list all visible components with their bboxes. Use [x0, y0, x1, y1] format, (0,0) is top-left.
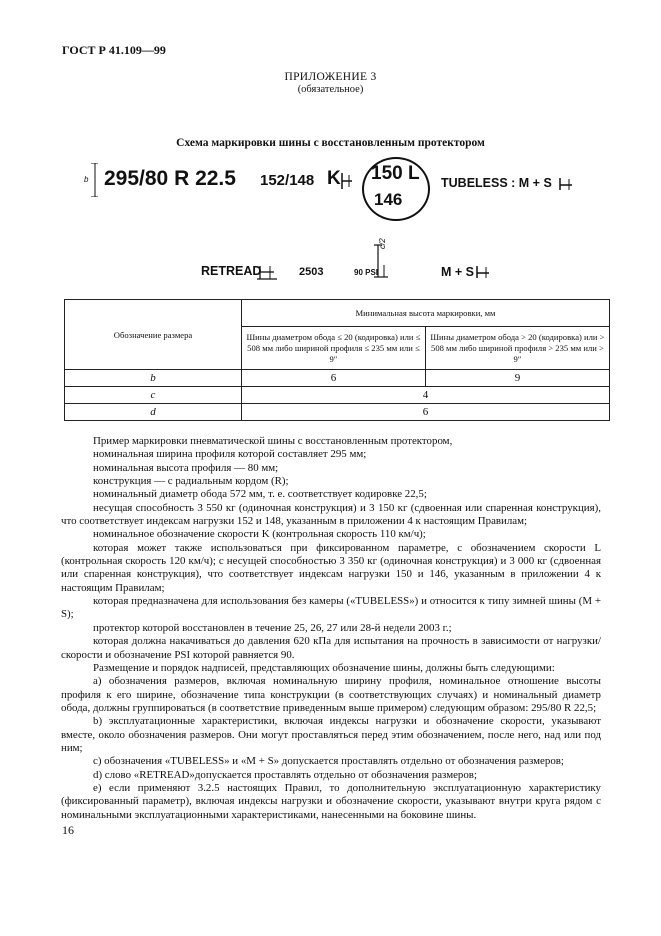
row-label: c: [65, 387, 242, 404]
paragraph: которая может также использоваться при фиксированном параметре, с обозначением скорости L (контрольная скорость 120 км/ч); с несущей способностью 3 350 кг (одиночная конструкция) и 3 000 кг (сдвоенная или спаренная конструкция), что соответствует индексам нагрузки 150 и 146, указанным в приложении 4 к настоящим Правилам;: [61, 541, 601, 594]
marking-size: 295/80 R 22.5: [104, 167, 236, 190]
marking-height-table: [64, 299, 610, 421]
paragraph: которая должна накачиваться до давления 620 кПа для испытания на прочность в зависимости от нагрузки/скорости и обозначение PSI которой равняется 90.: [61, 635, 601, 661]
document-header: ГОСТ Р 41.109—99: [62, 43, 166, 57]
marking-tubeless: TUBELESS : M + S: [441, 176, 552, 190]
row-label: b: [65, 370, 242, 387]
paragraph: e) если применяют 3.2.5 настоящих Правил, то дополнительную эксплуатационную характеристику (фиксированный параметр), включая индексы нагрузки и обозначение скорости, указывают внутри круга рядом с номинальными эксплуатационными характеристиками, нанесенными на боковине шины.: [61, 781, 601, 821]
dimension-arrow-icon: [90, 163, 98, 197]
row-value: 4: [242, 387, 610, 404]
paragraph: протектор которой восстановлен в течение 25, 26, 27 или 28-й недели 2003 г.;: [93, 621, 452, 634]
circle-load-index: 146: [374, 190, 403, 209]
row-value: 9: [425, 370, 609, 387]
table-row: [65, 404, 610, 421]
body-text: [61, 435, 601, 822]
psi-dimension-icon: [374, 243, 390, 286]
marking-load-index: 152/148: [260, 172, 315, 189]
marking-date-code: 2503: [299, 266, 324, 278]
ms-dimension-icon: [476, 264, 490, 285]
table-subheader-large: Шины диаметром обода > 20 (кодировка) или > 508 мм либо шириной профиля > 235 мм или > 9″: [425, 327, 609, 370]
paragraph: несущая способность 3 550 кг (одиночная конструкция) и 3 150 кг (сдвоенная или спаренная конструкция), что соответствует индексам нагрузки 152 и 148, указанным в приложении 4 к настоящим Правилам;: [61, 501, 601, 528]
table-header-designation: Обозначение размера: [65, 300, 242, 370]
paragraph: номинальная высота профиля — 80 мм;: [93, 461, 279, 474]
appendix-title: ПРИЛОЖЕНИЕ 3: [284, 71, 377, 83]
dimension-letter-b: b: [84, 175, 89, 184]
paragraph: Пример маркировки пневматической шины с восстановленным протектором,: [93, 435, 453, 447]
dimension-letter-c2: c/2: [378, 238, 387, 249]
marking-speed-symbol: K: [327, 168, 341, 189]
paragraph: d) слово «RETREAD»допускается проставлять отдельно от обозначения размеров;: [93, 768, 477, 781]
paragraph: номинальное обозначение скорости K (контрольная скорость 110 км/ч);: [93, 528, 426, 541]
scheme-title: Схема маркировки шины с восстановленным протектором: [176, 137, 485, 149]
marking-retread: RETREAD: [201, 264, 262, 278]
page-number: 16: [62, 823, 74, 837]
dimension-bracket-b: [90, 163, 98, 197]
circle-load-speed: 150 L: [371, 163, 420, 184]
paragraph: конструкция — с радиальным кордом (R);: [93, 475, 289, 488]
appendix-subtitle: (обязательное): [297, 84, 364, 95]
table-subheader-small: Шины диаметром обода ≤ 20 (кодировка) или ≤ 508 мм либо шириной профиля ≤ 235 мм или ≤ 9″: [242, 327, 426, 370]
paragraph: Размещение и порядок надписей, представляющих обозначение шины, должны быть следующими:: [93, 661, 555, 674]
paragraph: номинальная ширина профиля которой составляет 295 мм;: [93, 448, 367, 461]
row-label: d: [65, 404, 242, 421]
row-value: 6: [242, 404, 610, 421]
table-row: [65, 370, 610, 387]
paragraph: номинальный диаметр обода 572 мм, т. е. соответствует кодировке 22,5;: [93, 488, 427, 501]
paragraph: которая предназначена для использования без камеры («TUBELESS») и относится к типу зимней шины (M + S);: [61, 595, 601, 621]
marking-psi: 90 PSI: [354, 268, 379, 277]
tubeless-dimension-icon: [559, 176, 573, 197]
retread-dimension-icon: [257, 263, 277, 286]
paragraph: a) обозначения размеров, включая номинальную ширину профиля, номинальное отношение высоты профиля к его ширине, обозначение типа конструкции (в соответствующих случаях) и номинальный диаметр обода, должны группироваться (в соответствие приведенным выше примером) следующим образом: 295/80 R 22,5;: [61, 675, 601, 714]
speed-dimension-icon: [341, 170, 353, 195]
paragraph: b) эксплуатационные характеристики, включая индексы нагрузки и обозначение скорости, указывают вместе, около обозначения размеров. Они могут проставляться перед этим обозначением, после него, над или под ним;: [61, 715, 601, 754]
paragraph: c) обозначения «TUBELESS» и «M + S» допускается проставлять отдельно от обозначения размеров;: [93, 755, 564, 768]
table-row: [65, 387, 610, 404]
marking-ms: M + S: [441, 265, 474, 279]
row-value: 6: [242, 370, 426, 387]
table-header-min-height: Минимальная высота маркировки, мм: [242, 300, 610, 327]
